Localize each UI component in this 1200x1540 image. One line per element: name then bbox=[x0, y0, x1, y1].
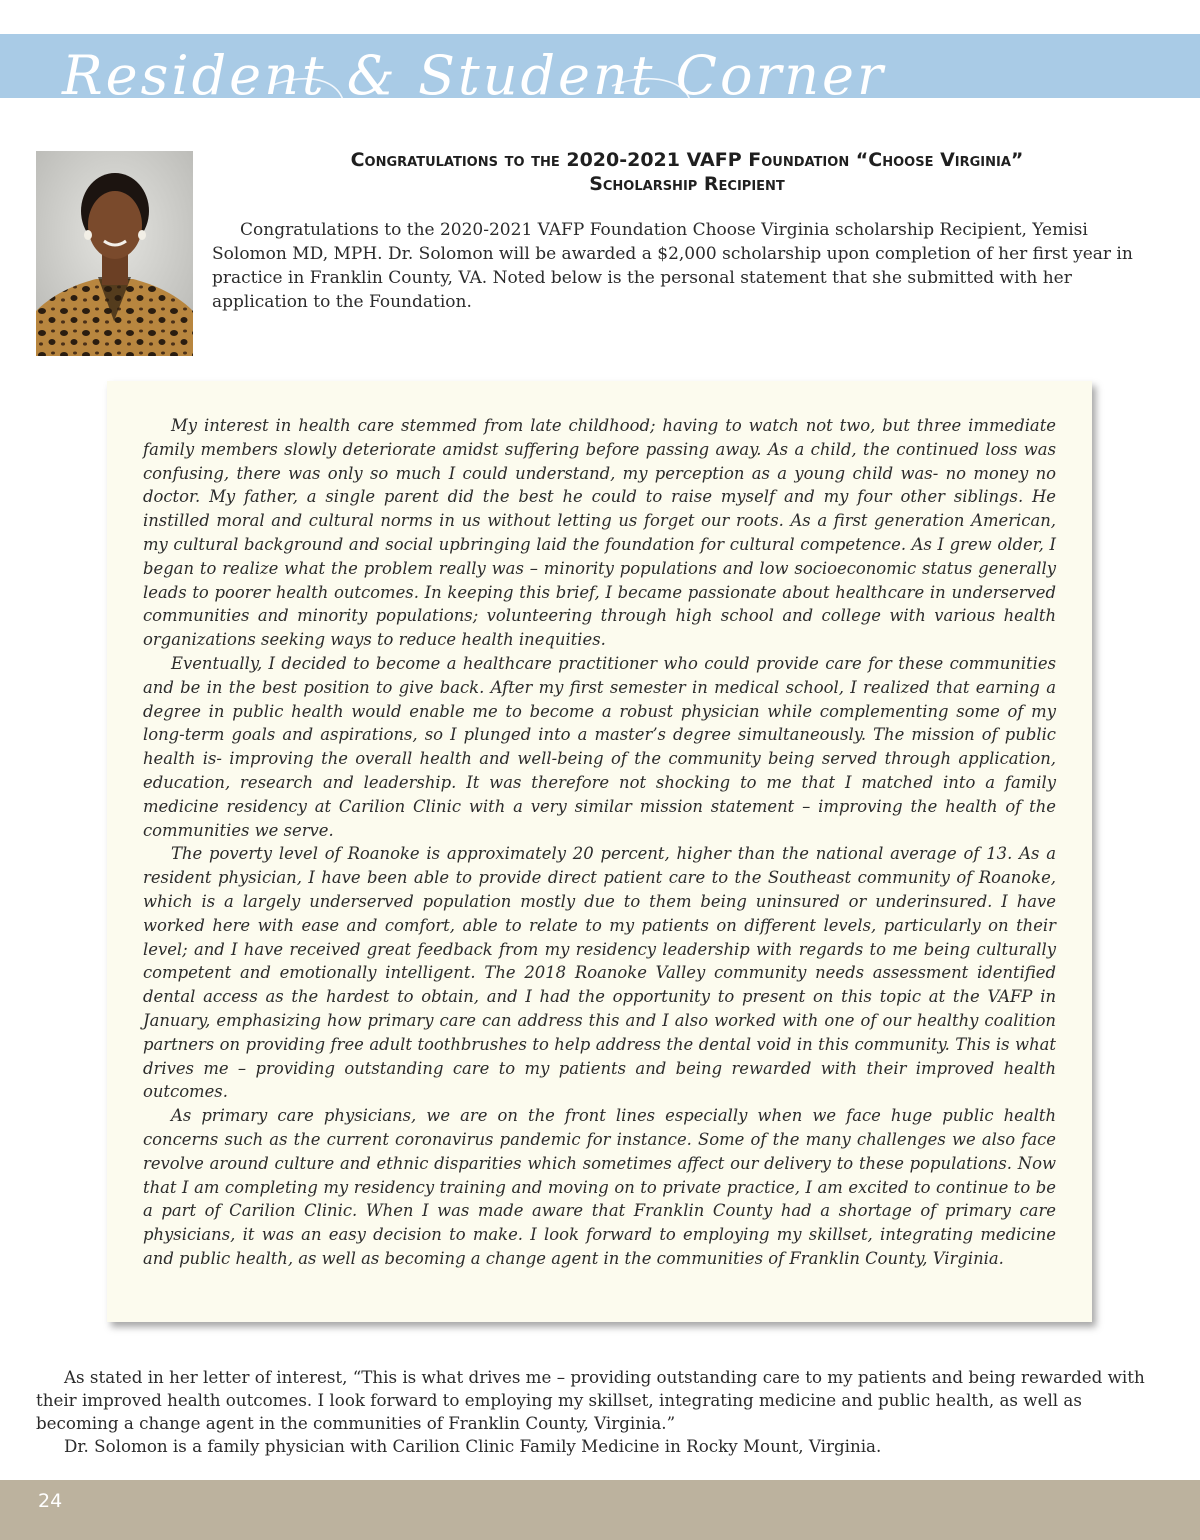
statement-paragraph: My interest in health care stemmed from late childhood; having to watch not two, but three immediate family members slowly deteriorate amidst suffering before passing away. As a child, the continued loss was confusing, there was only so much I could understand, my perception as a young child was- no money no doctor. My father, a single parent did the best he could to raise myself and my four other siblings. He instilled moral and cultural norms in us without letting us forget our roots. As a first generation American, my cultural background and social upbringing laid the foundation for cultural competence. As I grew older, I began to realize what the problem really was – minority populations and low socioeconomic status generally leads to poorer health outcomes. In keeping this brief, I became passionate about healthcare in underserved communities and minority populations; volunteering through high school and college with various health organizations seeking ways to reduce health inequities. bbox=[143, 416, 1056, 650]
intro-paragraph: Congratulations to the 2020-2021 VAFP Foundation Choose Virginia scholarship Recipient, Yemisi Solomon MD, MPH. Dr. Solomon will be awarded a $2,000 scholarship upon completion of her first year in practice in Franklin County, VA. Noted below is the personal statement that she submitted with her application to the Foundation. bbox=[212, 220, 1133, 312]
portrait-image bbox=[36, 151, 193, 356]
closing-text bbox=[36, 1366, 1164, 1458]
footer-bar bbox=[0, 1480, 1200, 1540]
statement-paragraph: Eventually, I decided to become a healthcare practitioner who could provide care for these communities and be in the best position to give back. After my first semester in medical school, I realized that earning a degree in public health would enable me to become a robust physician while complementing some of my long-term goals and aspirations, so I plunged into a master’s degree simultaneously. The mission of public health is- improving the overall health and well-being of the community being served through application, education, research and leadership. It was therefore not shocking to me that I matched into a family medicine residency at Carilion Clinic with a very similar mission statement – improving the health of the communities we serve. bbox=[143, 653, 1056, 840]
recipient-photo bbox=[36, 151, 193, 356]
heading-line-2: Scholarship Recipient bbox=[589, 173, 785, 195]
article-heading bbox=[212, 148, 1162, 196]
page-number: 24 bbox=[38, 1490, 63, 1512]
statement-paragraph: As primary care physicians, we are on the front lines especially when we face huge public health concerns such as the current coronavirus pandemic for instance. Some of the many challenges we also face revolve around culture and ethnic disparities which sometimes affect our delivery to these populations. Now that I am completing my residency training and moving on to private practice, I am excited to continue to be a part of Carilion Clinic. When I was made aware that Franklin County had a shortage of primary care physicians, it was an easy decision to make. I look forward to employing my skillset, integrating medicine and public health, as well as becoming a change agent in the communities of Franklin County, Virginia. bbox=[143, 1106, 1056, 1268]
section-title: Resident & Student Corner bbox=[62, 44, 886, 107]
personal-statement bbox=[143, 414, 1056, 1271]
heading-line-1: Congratulations to the 2020-2021 VAFP Foundation “Choose Virginia” bbox=[350, 149, 1024, 171]
closing-paragraph-bio: Dr. Solomon is a family physician with Carilion Clinic Family Medicine in Rocky Mount, Virginia. bbox=[64, 1436, 882, 1456]
statement-paragraph: The poverty level of Roanoke is approximately 20 percent, higher than the national average of 13. As a resident physician, I have been able to provide direct patient care to the Southeast community of Roanoke, which is a largely underserved population mostly due to them being uninsured or underinsured. I have worked here with ease and comfort, able to relate to my patients on different levels, particularly on their level; and I have received great feedback from my residency leadership with regards to me being culturally competent and emotionally intelligent. The 2018 Roanoke Valley community needs assessment identified dental access as the hardest to obtain, and I had the opportunity to present on this topic at the VAFP in January, emphasizing how primary care can address this and I also worked with one of our healthy coalition partners on providing free adult toothbrushes to help address the dental void in this community. This is what drives me – providing outstanding care to my patients and being rewarded with their improved health outcomes. bbox=[143, 844, 1056, 1102]
closing-paragraph-quote: As stated in her letter of interest, “This is what drives me – providing outstanding care to my patients and being rewarded with their improved health outcomes. I look forward to employing my skillset, integrating medicine and public health, as well as becoming a change agent in the communities of Franklin County, Virginia.” bbox=[36, 1367, 1145, 1433]
